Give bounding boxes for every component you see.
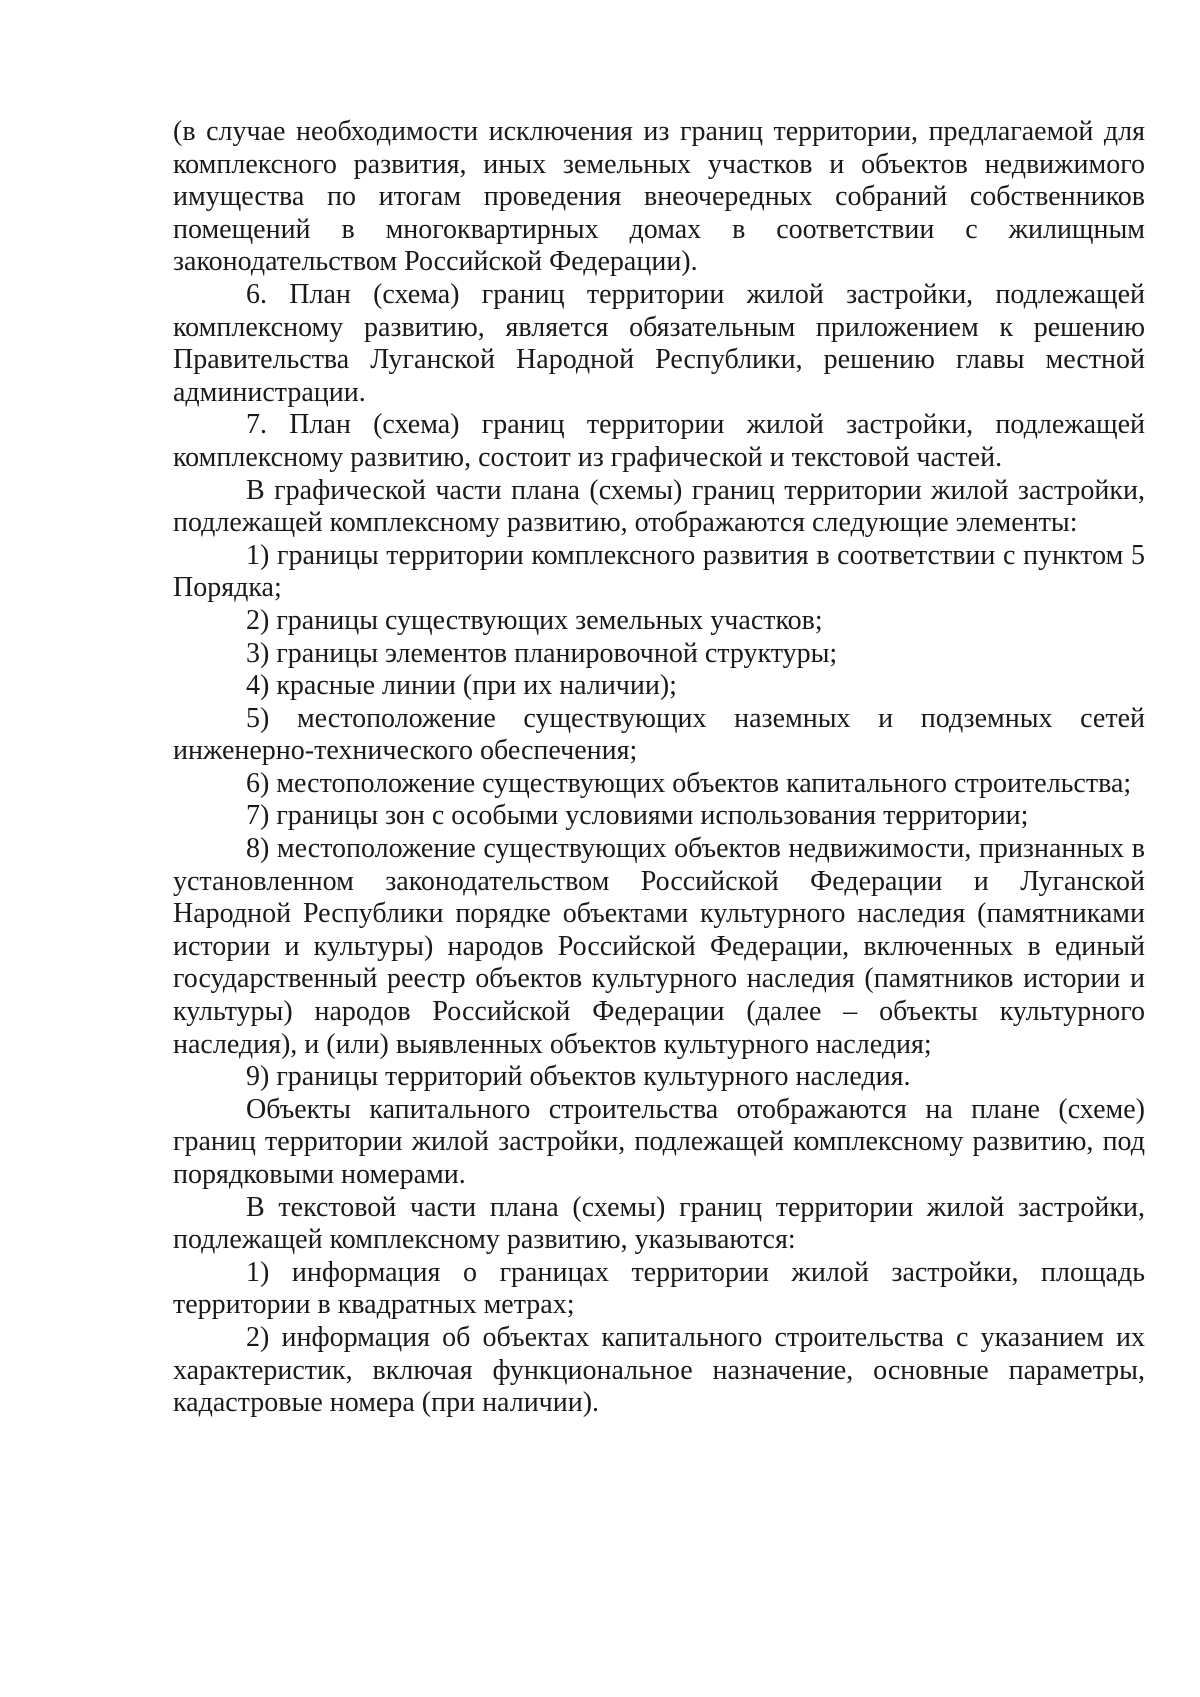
- paragraph-continuation: (в случае необходимости исключения из границ территории, предлагаемой для комплексного развития, иных земельных участков и объектов недвижимого имущества по итогам проведения внеочередных собраний собственников помещений в многоквартирных домах в соответствии с жилищным законодательством Российской Федерации).: [173, 116, 1145, 278]
- list-item-1: 1) границы территории комплексного развития в соответствии с пунктом 5 Порядка;: [173, 539, 1145, 604]
- list-item-7: 7) границы зон с особыми условиями использования территории;: [246, 800, 1029, 832]
- list-item-5: 5) местоположение существующих наземных и подземных сетей инженерно-технического обеспечения;: [173, 702, 1145, 767]
- paragraph-numbering: Объекты капитального строительства отображаются на плане (схеме) границ территории жилой застройки, подлежащей комплексному развитию, под порядковыми номерами.: [173, 1093, 1145, 1190]
- list-item-8: 8) местоположение существующих объектов недвижимости, признанных в установленном законодательством Российской Федерации и Луганской Народной Республики порядке объектами культурного наследия (памятниками истории и культуры) народов Российской Федерации, включенных в единый государственный реестр объектов культурного наследия (памятников истории и культуры) народов Российской Федерации (далее – объекты культурного наследия), и (или) выявленных объектов культурного наследия;: [173, 833, 1145, 1060]
- paragraph-graphic-part: В графической части плана (схемы) границ территории жилой застройки, подлежащей комплексному развитию, отображаются следующие элементы:: [173, 474, 1145, 539]
- paragraph-item-7: 7. План (схема) границ территории жилой застройки, подлежащей комплексному развитию, состоит из графической и текстовой частей.: [173, 409, 1145, 473]
- list-item-9: 9) границы территорий объектов культурного наследия.: [246, 1061, 911, 1093]
- list-item-3: 3) границы элементов планировочной структуры;: [246, 637, 838, 669]
- list-item-2: 2) границы существующих земельных участков;: [246, 604, 823, 636]
- paragraph-text-part: В текстовой части плана (схемы) границ территории жилой застройки, подлежащей комплексному развитию, указываются:: [173, 1191, 1145, 1256]
- text-list-item-2: 2) информация об объектах капитального строительства с указанием их характеристик, включая функциональное назначение, основные параметры, кадастровые номера (при наличии).: [173, 1321, 1145, 1419]
- document-body: [173, 116, 1145, 1420]
- paragraph-item-6: 6. План (схема) границ территории жилой застройки, подлежащей комплексному развитию, является обязательным приложением к решению Правительства Луганской Народной Республики, решению главы местной администрации.: [173, 278, 1145, 408]
- text-list-item-1: 1) информация о границах территории жилой застройки, площадь территории в квадратных метрах;: [173, 1256, 1145, 1321]
- list-item-4: 4) красные линии (при их наличии);: [246, 670, 677, 702]
- list-item-6: 6) местоположение существующих объектов капитального строительства;: [246, 767, 1132, 799]
